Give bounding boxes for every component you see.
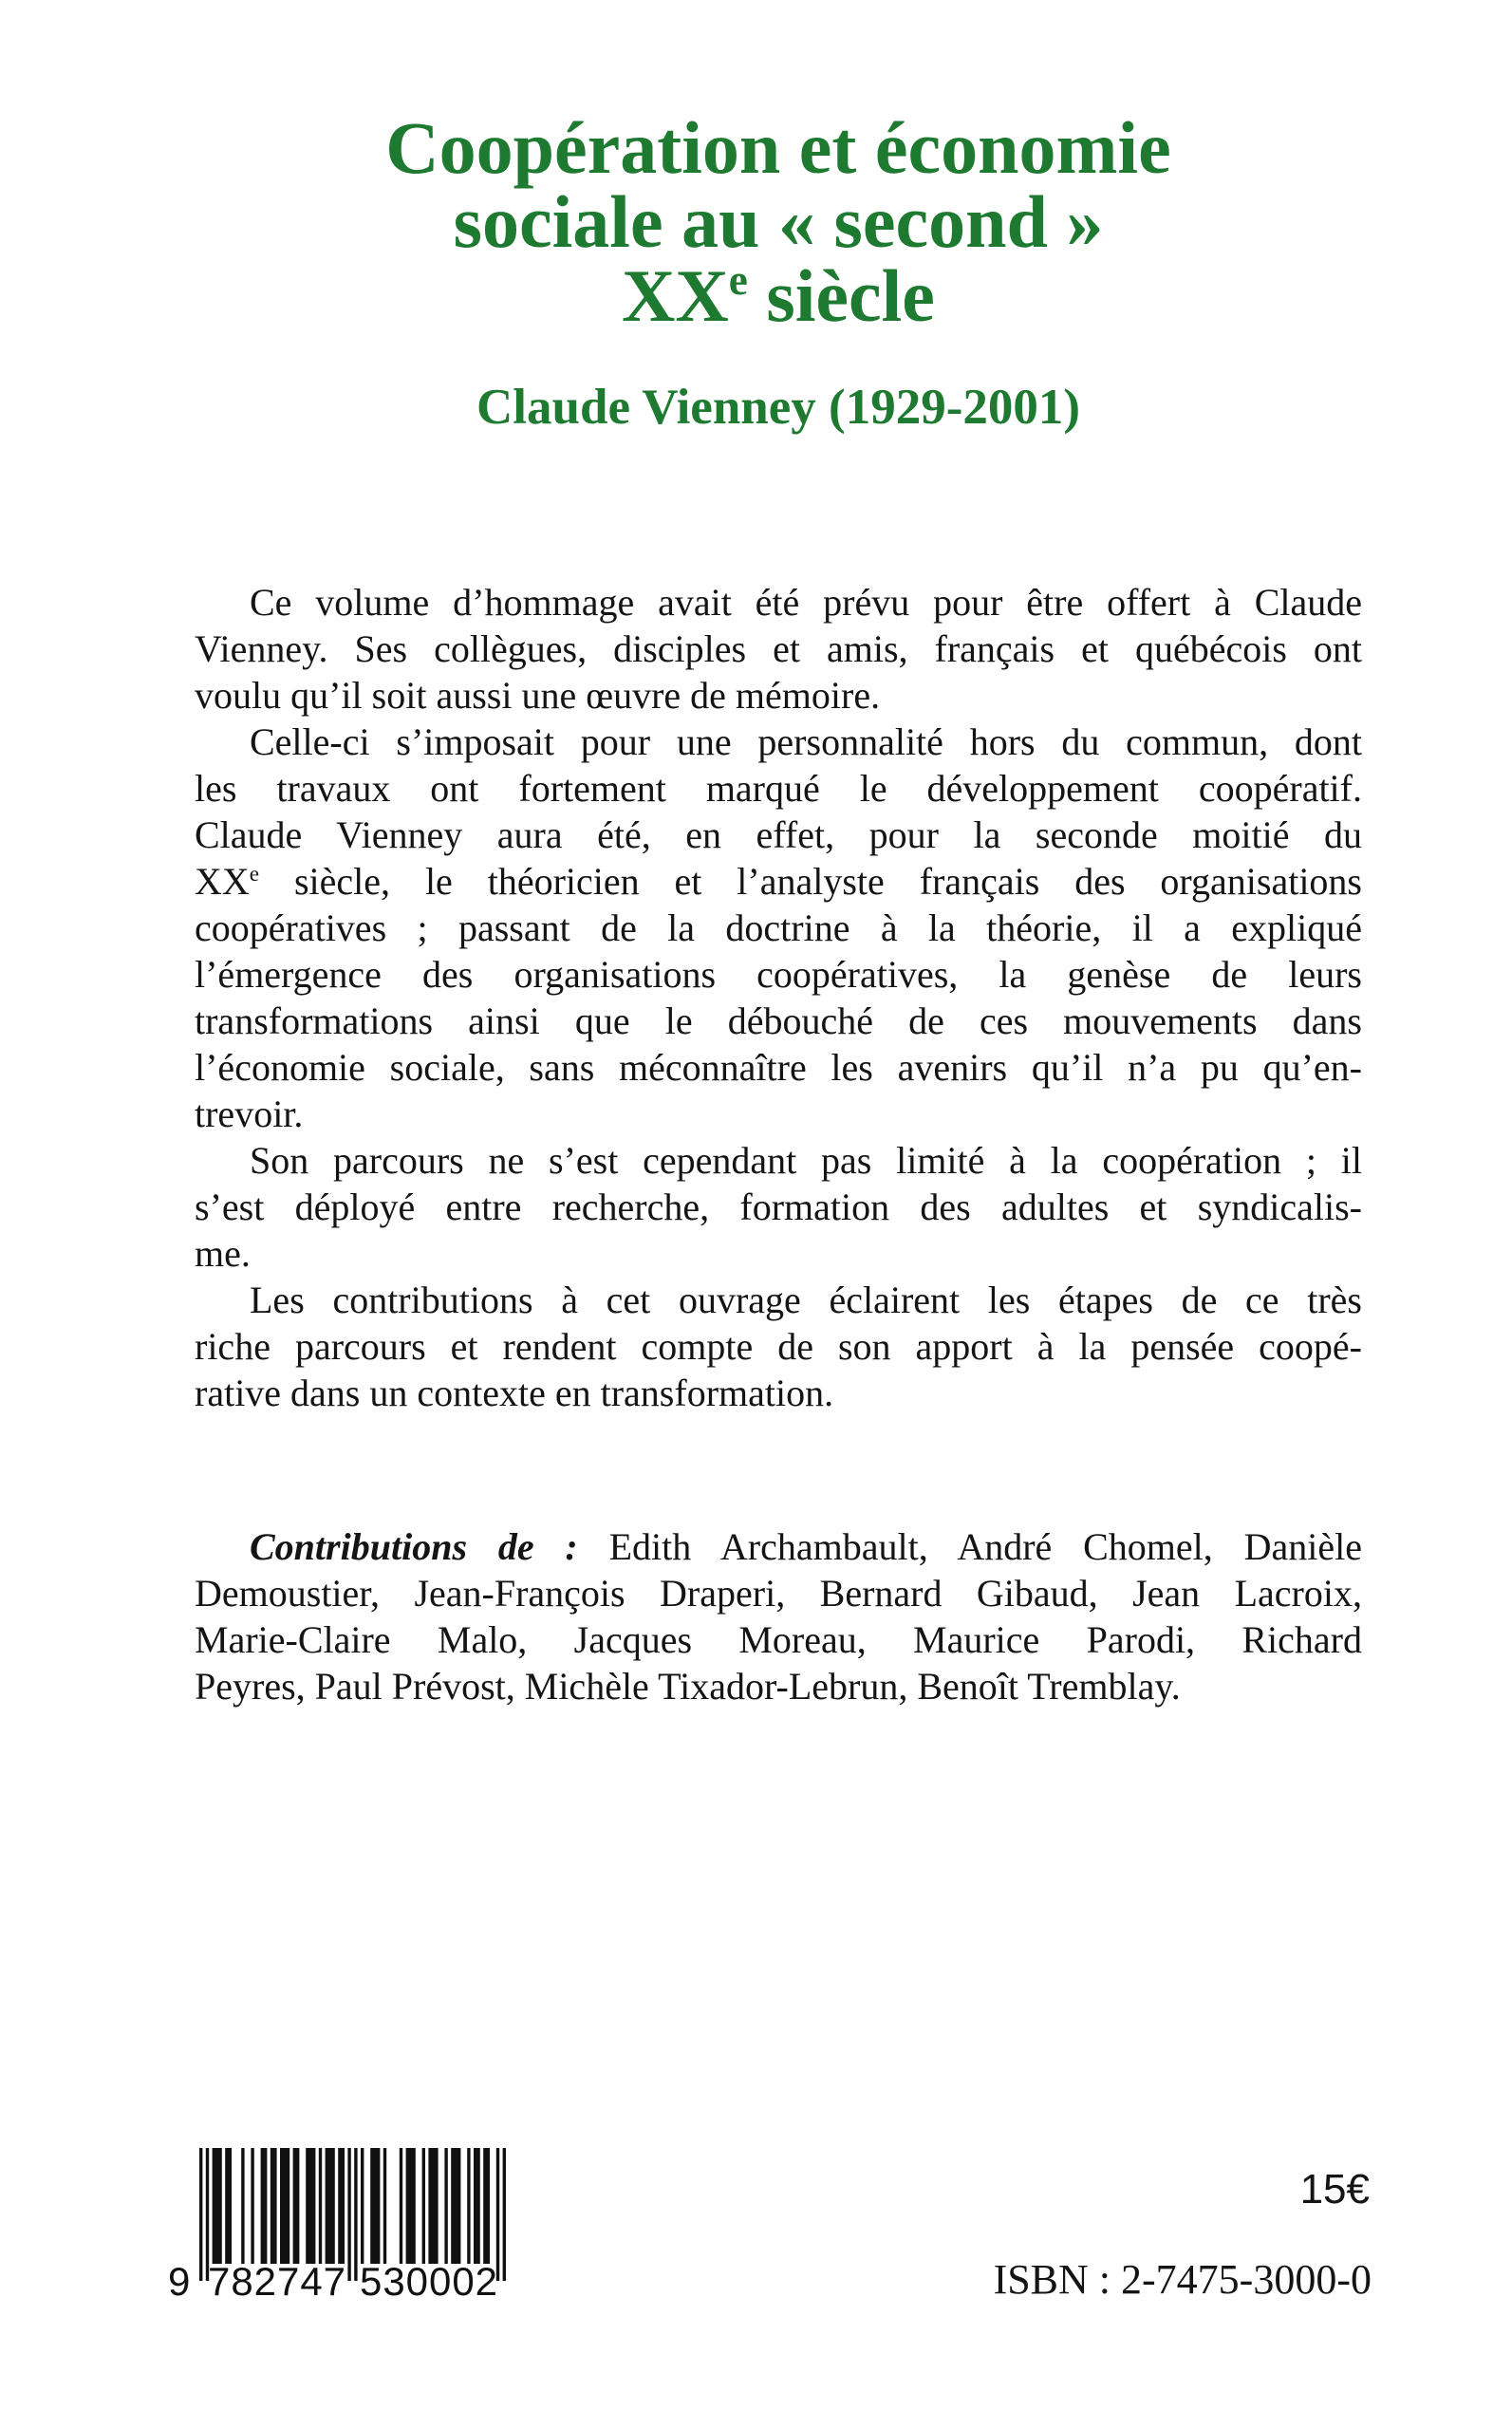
contributors-line: Peyres, Paul Prévost, Michèle Tixador-Lebrun, Benoît Tremblay. (195, 1665, 1181, 1708)
barcode-digit: 8 (231, 2259, 253, 2304)
body-line: les travaux ont fortement marqué le développement coopératif. (195, 767, 1362, 810)
body-line: coopératives ; passant de la doctrine à la théorie, il a expliqué (195, 906, 1362, 949)
barcode-digit: 7 (276, 2259, 300, 2304)
body-line: rative dans un contexte en transformation. (195, 1372, 834, 1414)
title-block (195, 106, 1362, 344)
barcode-digit: 4 (300, 2259, 323, 2304)
price: 15€ (1299, 2166, 1370, 2213)
body-line: Vienney. Ses collègues, disciples et amis, français et québécois ont (195, 627, 1362, 670)
superscript: e (249, 861, 260, 887)
body-line: Les contributions à cet ouvrage éclairent les étapes de ce très (250, 1279, 1362, 1321)
barcode-digit: 0 (452, 2259, 475, 2304)
body-line: trevoir. (195, 1092, 304, 1135)
barcode-digit: 3 (383, 2259, 405, 2304)
barcode-digit: 7 (323, 2259, 345, 2304)
barcode-digit: 0 (428, 2259, 452, 2304)
barcode-digit-lead: 9 (168, 2259, 191, 2304)
barcode-digits-left (208, 2261, 345, 2303)
barcode-digit: 5 (360, 2259, 383, 2304)
barcode-digit: 2 (475, 2259, 497, 2304)
contributors-line: Marie-Claire Malo, Jacques Moreau, Maurice Parodi, Richard (195, 1618, 1362, 1661)
body-line: s’est déployé entre recherche, formation des adultes et syndicalis- (195, 1186, 1362, 1228)
contributors-line: Demoustier, Jean-François Draperi, Bernard Gibaud, Jean Lacroix, (195, 1572, 1362, 1615)
barcode-ean13 (168, 2148, 506, 2305)
book-author-dates: Claude Vienney (1929-2001) (476, 380, 1080, 435)
body-line: Ce volume d’hommage avait été prévu pour être offert à Claude (250, 581, 1362, 624)
body-line: Claude Vienney aura été, en effet, pour la seconde moitié du (195, 813, 1362, 856)
body-line: XXe siècle, le théoricien et l’analyste français des organisations (195, 860, 1362, 903)
body-line: Son parcours ne s’est cependant pas limité à la coopération ; il (250, 1139, 1362, 1182)
barcode-digit: 0 (405, 2259, 429, 2304)
body-line: transformations ainsi que le débouché de ces mouvements dans (195, 999, 1362, 1042)
barcode-digit: 2 (253, 2259, 277, 2304)
body-line: riche parcours et rendent compte de son apport à la pensée coopé- (195, 1325, 1362, 1368)
contributors-list (195, 1523, 1362, 1709)
body-line: Celle-ci s’imposait pour une personnalité hors du commun, dont (250, 720, 1362, 763)
body-line: l’émergence des organisations coopératives, la genèse de leurs (195, 953, 1362, 996)
barcode-digits-right (360, 2261, 497, 2303)
contributors-lead: Contributions de : (250, 1525, 609, 1568)
body-line: voulu qu’il soit aussi une œuvre de mémoire. (195, 674, 881, 717)
barcode-digit: 7 (208, 2259, 231, 2304)
contributors-line: Contributions de : Edith Archambault, André Chomel, Danièle (250, 1525, 1362, 1568)
isbn: ISBN : 2-7475-3000-0 (993, 2256, 1372, 2303)
title-line: Coopération et économie (385, 106, 1171, 189)
title-line: XXe siècle (622, 254, 935, 337)
title-line: sociale au « second » (453, 180, 1104, 263)
body-line: me. (195, 1232, 251, 1275)
body-line: l’économie sociale, sans méconnaître les avenirs qu’il n’a pu qu’en- (195, 1046, 1362, 1089)
synopsis-text (195, 579, 1362, 1416)
superscript: e (728, 255, 748, 304)
